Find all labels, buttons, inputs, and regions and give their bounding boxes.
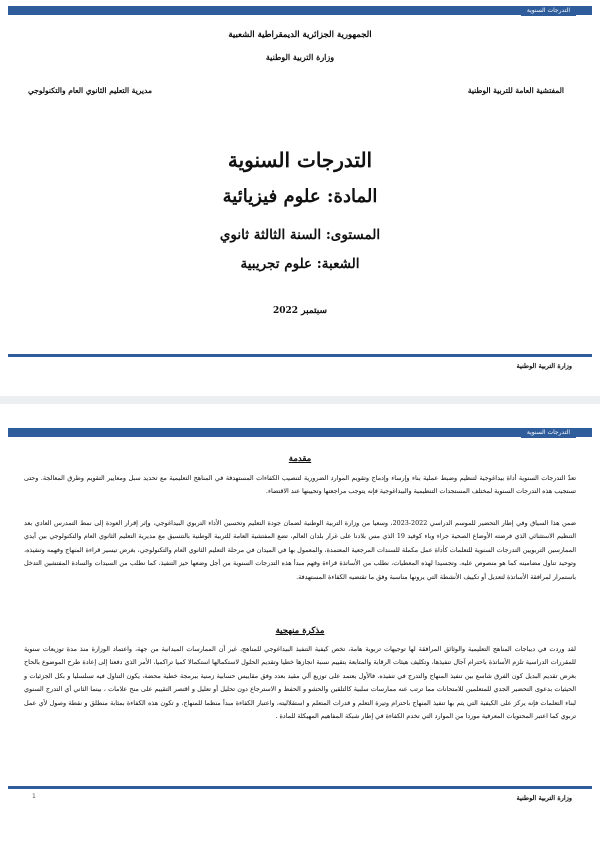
document-page-2 <box>0 404 600 843</box>
footer-rule <box>8 354 592 357</box>
intro-paragraph-2: ضمن هذا السياق وفي إطار التحضير للموسم الدراسي 2022-2023، وسعيا من وزارة التربية الوطنية لضمان جودة التعليم وتحسين الأداء التربوي البيداغوجي، وإثر إقرار العودة إلى نمط التمدرس العادي بعد التنظيم الاستثنائي الذي فرضته الأوضاع الصحية جراء وباء كوفيد 19 الذي مس بلادنا على غرار بلدان العالم، تضع المفتشية العامة للتربية الوطنية بالتنسيق مع مديرية التعليم الثانوي العام والتكنولوجي بين أيدي الممارسين التربويين التدرجات السنوية للتعلمات كأداة عمل مكملة للسندات المرجعية المعتمدة، والمعمول بها في الميدان في مرحلة التعليم الثانوي العام والتكنولوجي، بغرض تيسير قراءة المنهاج وفهمه وتنفيذه، وتوحيد تناول مضامينه كما هو منصوص عليه. وتجسيدا لهذه المعطيات، نطلب من الأساتذة قراءة وفهم مبدأ هذه التدرجات السنوية من أجل وضعها حيز التنفيذ، كما نطلب من السيدات والسادة المفتشين التدخل باستمرار لمرافقة الأساتذة لتعديل أو تكييف الأنشطة التي يرونها مناسبة وفق ما تقتضيه الكفاءة المستهدفة. <box>24 519 576 581</box>
date-line: سبتمبر 2022 <box>272 306 328 316</box>
level-line: المستوى: السنة الثالثة ثانوي <box>219 227 381 243</box>
republic-line: الجمهورية الجزائرية الديمقراطية الشعبية <box>228 30 372 40</box>
directorate-line: مديرية التعليم الثانوي العام والتكنولوجي <box>28 86 152 95</box>
ministry-line: وزارة التربية الوطنية <box>265 52 335 62</box>
header-bar <box>8 428 592 437</box>
footer-text: وزارة التربية الوطنية <box>516 794 572 802</box>
subject-line: المادة: علوم فيزيائية <box>222 186 378 207</box>
intro-heading: مقدمة <box>288 454 312 464</box>
footer-rule <box>8 786 592 789</box>
header-tab: التدرجات السنوية <box>521 6 576 16</box>
header-bar <box>8 6 592 15</box>
methodology-heading: مذكرة منهجية <box>275 626 325 636</box>
document-page-1 <box>0 0 600 396</box>
page-number: 1 <box>32 793 36 800</box>
footer-text: وزارة التربية الوطنية <box>516 362 572 370</box>
stream-line: الشعبة: علوم تجريبية <box>240 256 360 272</box>
inspectorate-line: المفتشية العامة للتربية الوطنية <box>467 86 564 95</box>
header-tab: التدرجات السنوية <box>521 428 576 438</box>
document-title: التدرجات السنوية <box>227 148 373 172</box>
intro-paragraph-1: تعدّ التدرجات السنوية أداة بيداغوجية لتنظيم وضبط عملية بناء وإرساء وإدماج وتقويم الموارد الضرورية لتنصيب الكفاءات المستهدفة في المناهج التعليمية مع تحديد سبل ومعايير التقويم وطرق المعالجة. وحتى تستجيب هذه التدرجات السنوية لمختلف المستجدات التنظيمية والبيداغوجية فإنه يتوجب مراجعتها وتحيينها عند الاقتضاء. <box>24 474 576 496</box>
methodology-paragraph: لقد وردت في ديباجات المناهج التعليمية والوثائق المرافقة لها توجيهات تربوية هامة، تخص كيفية التنفيذ البيداغوجي للمناهج، غير أن الممارسات الميدانية من جهة، واعتماد الوزارة منذ مدة توزيعات سنوية للمقررات الدراسية تلزم الأساتذة باحترام آجال تنفيذها، وتكليف هيئات الرقابة والمتابعة بتقييم نسبة انجازها خطيا وتقديم الحلول لاستكمالها استكمالا كميا تراكميا، الأمر الذي دفعنا إلى إعادة طرح الموضوع بالحاح بغرض تقديم البديل كون الفرق شاسع بين تنفيذ المنهاج والتدرج في تنفيذه. فالأول يعتمد على توزيع آلي مقيد بعدد وفق مقاييس حسابية زمنية ببرمجة خطية محضة، يكون التناول فيه تسلسليا و بكل الجزئيات و الحيثيات بدعوى التحضير الجدي للمتعلمين للامتحانات مما ترتب عنه ممارسات سلبية كالتلقين والحشو و الحفظ و الاسترجاع دون تحليل أو تعليل و اقتصر التقييم على منح علامات ، بينما الثاني أي التدرج السنوي لبناء التعلمات فإنه يركز على الكيفية التي يتم بها تنفيذ المنهاج باحترام وتيرة التعلم و قدرات المتعلم و استقلاليته، واعتبار الكفاءة مبدأ منظما للمنهاج، و تكون هذه الكفاءة بمثابة منطلق و نقطة وصول لأي عمل تربوي كما اعتبر المحتويات المعرفية موردا من الموارد التي تخدم الكفاءة في إطار شبكة المفاهيم المهيكلة للمادة . <box>24 645 576 721</box>
